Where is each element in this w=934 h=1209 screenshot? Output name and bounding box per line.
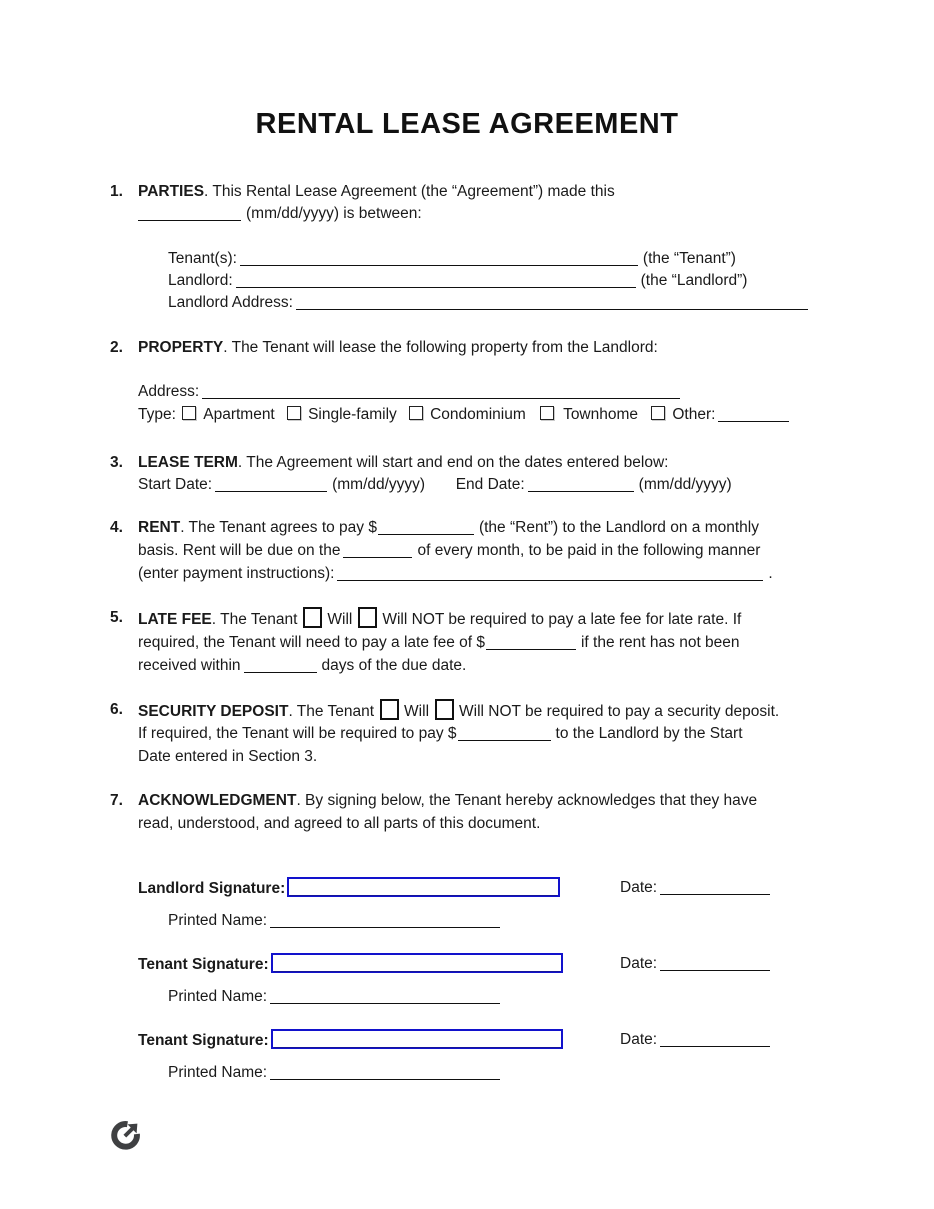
tenant-printed-name-blank-2	[270, 1065, 500, 1080]
section-late-fee-line1	[110, 607, 742, 630]
start-date-label: Start Date:	[138, 476, 213, 493]
tenant-name-blank	[240, 251, 638, 266]
section-number: 5.	[110, 609, 123, 626]
tenant-line	[168, 248, 736, 269]
checkbox-other[interactable]	[651, 406, 665, 420]
section-number: 2.	[110, 339, 123, 356]
start-date-blank	[215, 477, 327, 492]
checkbox-townhome[interactable]	[540, 406, 554, 420]
rent-amount-blank	[378, 520, 474, 535]
page-title: RENTAL LEASE AGREEMENT	[255, 108, 679, 140]
landlord-label: Landlord:	[168, 272, 233, 289]
section-acknowledgment-line1	[110, 790, 758, 811]
option-townhome-label: Townhome	[563, 406, 639, 423]
end-date-blank	[528, 477, 634, 492]
late-fee-days-blank	[244, 658, 317, 673]
section-number: 6.	[110, 701, 123, 718]
property-intro-text: . The Tenant will lease the following property from the Landlord:	[223, 339, 658, 356]
security-deposit-will-not-text: Will NOT be required to pay a security deposit.	[459, 703, 780, 720]
option-single-family-label: Single-family	[308, 406, 397, 423]
section-lease-term-line1	[110, 452, 669, 473]
rent-intro-text: . The Tenant agrees to pay $	[180, 519, 377, 536]
tenant-signature-row-2	[138, 1029, 658, 1053]
option-apartment-label: Apartment	[203, 406, 275, 423]
landlord-address-line	[168, 292, 813, 313]
section-security-deposit-line3	[138, 746, 317, 767]
security-deposit-will-checkbox[interactable]	[380, 699, 399, 720]
section-number: 4.	[110, 519, 123, 536]
section-property-line1	[110, 337, 658, 358]
rent-due-day-blank	[343, 543, 412, 558]
late-fee-will-checkbox[interactable]	[303, 607, 322, 628]
tenant-signature-row-1	[138, 953, 658, 977]
security-deposit-will-not-checkbox[interactable]	[435, 699, 454, 720]
late-fee-will-label: Will	[327, 611, 353, 628]
section-parties-line2	[138, 203, 422, 224]
option-other-label: Other:	[672, 406, 716, 423]
landlord-address-blank	[296, 295, 808, 310]
start-date-format: (mm/dd/yyyy)	[332, 476, 426, 493]
landlord-date-blank	[660, 880, 770, 895]
section-title-late-fee: LATE FEE	[138, 611, 212, 628]
checkbox-single-family[interactable]	[287, 406, 301, 420]
option-condominium-label: Condominium	[430, 406, 526, 423]
rent-line2-post: of every month, to be paid in the following manner	[417, 542, 761, 559]
tenant-signature-label: Tenant Signature:	[138, 956, 269, 973]
tenant-date-blank-2	[660, 1032, 770, 1047]
late-fee-line2-post: if the rent has not been	[580, 634, 740, 651]
tenant-signature-date-1	[620, 953, 775, 974]
tenant-signature-field-2[interactable]	[271, 1029, 563, 1049]
late-fee-will-not-text: Will NOT be required to pay a late fee for late rate. If	[382, 611, 742, 628]
rent-after-amount-text: (the “Rent”) to the Landlord on a monthly	[478, 519, 759, 536]
tenant-printed-name-blank-1	[270, 989, 500, 1004]
tenant-printed-name-row-1	[168, 986, 505, 1007]
lease-dates-line	[138, 474, 732, 495]
property-address-blank	[202, 384, 680, 399]
property-address-line	[138, 381, 685, 402]
landlord-signature-date	[620, 877, 775, 898]
section-rent-line3	[138, 563, 773, 584]
late-fee-will-not-checkbox[interactable]	[358, 607, 377, 628]
section-number: 3.	[110, 454, 123, 471]
end-date-label: End Date:	[455, 476, 525, 493]
acknowledgment-intro-text: . By signing below, the Tenant hereby acknowledges that they have	[296, 792, 758, 809]
tenant-signature-date-2	[620, 1029, 775, 1050]
landlord-printed-name-blank	[270, 913, 500, 928]
printed-name-label: Printed Name:	[168, 912, 268, 929]
section-late-fee-line3	[138, 655, 466, 676]
rent-line3-post: .	[768, 565, 773, 582]
tenant-date-blank-1	[660, 956, 770, 971]
printed-name-label: Printed Name:	[168, 988, 268, 1005]
checkbox-condominium[interactable]	[409, 406, 423, 420]
section-security-deposit-line2	[138, 723, 743, 744]
checkbox-apartment[interactable]	[182, 406, 196, 420]
parties-line2-text: (mm/dd/yyyy) is between:	[246, 205, 422, 222]
late-fee-amount-blank	[486, 635, 576, 650]
security-deposit-amount-blank	[458, 726, 551, 741]
tenant-signature-label: Tenant Signature:	[138, 1032, 269, 1049]
section-security-deposit-line1	[110, 699, 780, 722]
rent-line2-pre: basis. Rent will be due on the	[138, 542, 341, 559]
security-deposit-intro-text: . The Tenant	[288, 703, 375, 720]
security-deposit-line3: Date entered in Section 3.	[138, 748, 318, 765]
date-label: Date:	[620, 1031, 658, 1048]
late-fee-intro-text: . The Tenant	[211, 611, 298, 628]
payment-instructions-blank	[337, 566, 763, 581]
section-number: 1.	[110, 183, 123, 200]
tenant-printed-name-row-2	[168, 1062, 505, 1083]
landlord-paren: (the “Landlord”)	[640, 272, 748, 289]
security-deposit-will-label: Will	[404, 703, 430, 720]
tenant-paren: (the “Tenant”)	[642, 250, 736, 267]
parties-intro-text: . This Rental Lease Agreement (the “Agreement”) made this	[204, 183, 615, 200]
property-type-line	[138, 404, 794, 425]
property-type-label: Type:	[138, 406, 176, 423]
date-label: Date:	[620, 955, 658, 972]
landlord-address-label: Landlord Address:	[168, 294, 293, 311]
late-fee-line3-pre: received within	[138, 657, 241, 674]
date-label: Date:	[620, 879, 658, 896]
section-title-lease-term: LEASE TERM	[138, 454, 238, 471]
landlord-printed-name-row	[168, 910, 505, 931]
section-parties-line1	[110, 181, 615, 202]
landlord-signature-label: Landlord Signature:	[138, 880, 286, 897]
landlord-signature-row	[138, 877, 658, 901]
tenant-signature-field-1[interactable]	[271, 953, 563, 973]
landlord-line	[168, 270, 747, 291]
security-deposit-line2-pre: If required, the Tenant will be required to pay $	[138, 725, 457, 742]
security-deposit-line2-post: to the Landlord by the Start	[555, 725, 743, 742]
other-type-blank	[718, 407, 789, 422]
section-late-fee-line2	[138, 632, 740, 653]
section-acknowledgment-line2	[138, 813, 540, 834]
lease-term-intro-text: . The Agreement will start and end on the dates entered below:	[237, 454, 669, 471]
section-title-security-deposit: SECURITY DEPOSIT	[138, 703, 289, 720]
rent-line3-pre: (enter payment instructions):	[138, 565, 335, 582]
section-title-acknowledgment: ACKNOWLEDGMENT	[138, 792, 297, 809]
section-number: 7.	[110, 792, 123, 809]
section-title-parties: PARTIES	[138, 183, 205, 200]
tenant-label: Tenant(s):	[168, 250, 237, 267]
acknowledgment-line2: read, understood, and agreed to all parts of this document.	[138, 815, 541, 832]
landlord-name-blank	[236, 273, 636, 288]
agreement-date-blank	[138, 206, 241, 221]
section-rent-line1	[110, 517, 759, 538]
section-rent-line2	[138, 540, 760, 561]
property-address-label: Address:	[138, 383, 200, 400]
late-fee-line2-pre: required, the Tenant will need to pay a late fee of $	[138, 634, 485, 651]
circular-arrow-refresh-icon	[110, 1120, 141, 1151]
printed-name-label: Printed Name:	[168, 1064, 268, 1081]
end-date-format: (mm/dd/yyyy)	[638, 476, 732, 493]
section-title-rent: RENT	[138, 519, 181, 536]
landlord-signature-field[interactable]	[287, 877, 560, 897]
late-fee-line3-post: days of the due date.	[321, 657, 467, 674]
section-title-property: PROPERTY	[138, 339, 224, 356]
